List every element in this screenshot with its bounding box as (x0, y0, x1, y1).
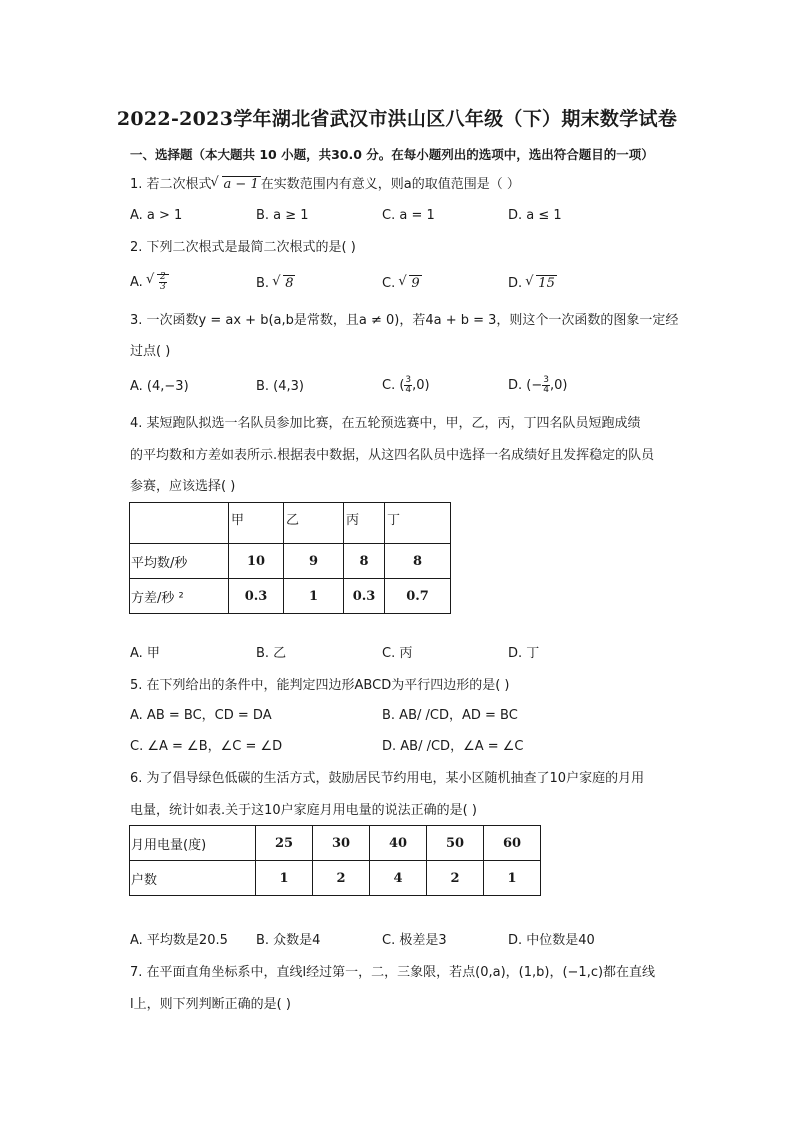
q3-c-fraction (404, 376, 412, 395)
q3-d-fraction (542, 376, 550, 395)
q2-b-radicand: 8 (285, 276, 294, 291)
table-cell: 50 (427, 826, 484, 861)
question-4-line-1: 4. 某短跑队拟选一名队员参加比赛，在五轮预选赛中，甲，乙，丙，丁四名队员短跑成绩 (130, 416, 641, 431)
table-cell: 10 (229, 544, 284, 579)
q2-d-radicand: 15 (538, 276, 555, 291)
q2-c-radicand: 9 (411, 276, 420, 291)
table-cell: 1 (484, 861, 541, 896)
q2-option-d-label: D. (508, 276, 523, 291)
q2-option-b-radical (273, 275, 295, 293)
table-cell: 25 (256, 826, 313, 861)
q6-table (129, 825, 541, 896)
q3-c-suffix: ,0) (412, 378, 430, 393)
section-heading: 一、选择题（本大题共 10 小题，共30.0 分。在每小题列出的选项中，选出符合题目的一项） (130, 147, 654, 162)
question-4-line-3: 参赛，应该选择( ) (130, 479, 236, 494)
table-row (130, 861, 541, 896)
question-3-line-1: 3. 一次函数y = ax + b(a,b是常数，且a ≠ 0)，若4a + b = 3，则这个一次函数的图象一定经 (130, 313, 679, 328)
q6-option-a[interactable]: A. 平均数是20.5 (130, 933, 228, 948)
table-cell: 9 (284, 544, 344, 579)
table-cell (130, 503, 229, 544)
table-row (130, 579, 451, 614)
table-cell: 户数 (130, 861, 256, 896)
table-row (130, 544, 451, 579)
table-cell: 0.3 (344, 579, 385, 614)
q1-option-c[interactable]: C. a = 1 (382, 208, 435, 223)
table-cell: 40 (370, 826, 427, 861)
q3-d-suffix: ,0) (549, 378, 568, 393)
table-cell: 60 (484, 826, 541, 861)
q2-option-a[interactable] (130, 273, 169, 292)
q1-option-a[interactable]: A. a > 1 (130, 208, 183, 223)
q2-a-numerator: √ 2 (159, 272, 166, 282)
q3-option-c[interactable] (382, 376, 430, 395)
q2-option-b[interactable] (256, 275, 295, 293)
table-cell: 平均数/秒 (130, 544, 229, 579)
question-5: 5. 在下列给出的条件中，能判定四边形ABCD为平行四边形的是( ) (130, 678, 510, 693)
question-2: 2. 下列二次根式是最简二次根式的是( ) (130, 240, 356, 255)
q4-option-c[interactable]: C. 丙 (382, 646, 413, 661)
q2-option-a-label: A. (130, 275, 143, 290)
q1-radical (212, 176, 261, 194)
question-7-line-2: l上，则下列判断正确的是( ) (130, 997, 291, 1012)
q1-stem-post: 在实数范围内有意义，则a的取值范围是（ ） (260, 177, 520, 192)
table-cell: 8 (385, 544, 451, 579)
question-1 (130, 176, 520, 194)
q3-c-numerator: 3 (405, 375, 412, 385)
q1-option-d[interactable]: D. a ≤ 1 (508, 208, 562, 223)
table-cell: 丙 (344, 503, 385, 544)
q4-option-d[interactable]: D. 丁 (508, 646, 540, 661)
q3-option-a[interactable]: A. (4,−3) (130, 379, 189, 394)
q3-d-denominator: 4 (543, 385, 549, 395)
q5-option-a[interactable]: A. AB = BC，CD = DA (130, 708, 272, 723)
table-row (130, 503, 451, 544)
q6-option-c[interactable]: C. 极差是3 (382, 933, 447, 948)
question-6-line-2: 电量，统计如表.关于这10户家庭月用电量的说法正确的是( ) (130, 803, 477, 818)
q3-d-prefix: D. (− (508, 378, 543, 393)
page-title: 2022-2023学年湖北省武汉市洪山区八年级（下）期末数学试卷 (116, 108, 678, 130)
table-cell: 30 (313, 826, 370, 861)
table-row (130, 826, 541, 861)
q2-option-b-label: B. (256, 276, 270, 291)
q3-option-d[interactable] (508, 376, 567, 395)
table-cell: 乙 (284, 503, 344, 544)
q2-option-c-radical (399, 275, 421, 293)
q3-option-b[interactable]: B. (4,3) (256, 379, 305, 394)
table-cell: 4 (370, 861, 427, 896)
table-cell: 1 (284, 579, 344, 614)
q2-option-d[interactable] (508, 275, 557, 293)
table-cell: 0.7 (385, 579, 451, 614)
q4-option-a[interactable]: A. 甲 (130, 646, 160, 661)
q1-option-b[interactable]: B. a ≥ 1 (256, 208, 309, 223)
table-cell: 0.3 (229, 579, 284, 614)
table-cell: 月用电量(度) (130, 826, 256, 861)
q6-option-d[interactable]: D. 中位数是40 (508, 933, 595, 948)
q3-d-numerator: 3 (543, 375, 549, 385)
q2-a-denominator: 3 (159, 282, 166, 292)
q4-table (129, 502, 451, 614)
q2-option-c[interactable] (382, 275, 422, 293)
q3-c-denominator: 4 (405, 385, 412, 395)
q3-c-prefix: C. ( (382, 378, 405, 393)
table-cell: 方差/秒 ² (130, 579, 229, 614)
question-6-line-1: 6. 为了倡导绿色低碳的生活方式，鼓励居民节约用电，某小区随机抽查了10户家庭的月用 (130, 771, 645, 786)
q1-radicand: a − 1 (223, 177, 259, 192)
table-cell: 丁 (385, 503, 451, 544)
question-4-line-2: 的平均数和方差如表所示.根据表中数据，从这四名队员中选择一名成绩好且发挥稳定的队员 (130, 448, 655, 463)
q5-option-d[interactable]: D. AB/ /CD，∠A = ∠C (382, 739, 524, 754)
table-cell: 甲 (229, 503, 284, 544)
table-cell: 2 (427, 861, 484, 896)
table-cell: 1 (256, 861, 313, 896)
q4-option-b[interactable]: B. 乙 (256, 646, 287, 661)
table-cell: 2 (313, 861, 370, 896)
q2-option-c-label: C. (382, 276, 396, 291)
q2-option-a-radical (147, 273, 169, 292)
table-cell: 8 (344, 544, 385, 579)
q6-option-b[interactable]: B. 众数是4 (256, 933, 321, 948)
q1-stem-pre: 1. 若二次根式 (130, 177, 212, 192)
q5-option-b[interactable]: B. AB/ /CD，AD = BC (382, 708, 518, 723)
q2-option-d-radical (526, 275, 557, 293)
question-3-line-2: 过点( ) (130, 344, 171, 359)
question-7-line-1: 7. 在平面直角坐标系中，直线l经过第一，二，三象限，若点(0,a)，(1,b)，(−1,c)都在直线 (130, 965, 656, 980)
q5-option-c[interactable]: C. ∠A = ∠B，∠C = ∠D (130, 739, 283, 754)
